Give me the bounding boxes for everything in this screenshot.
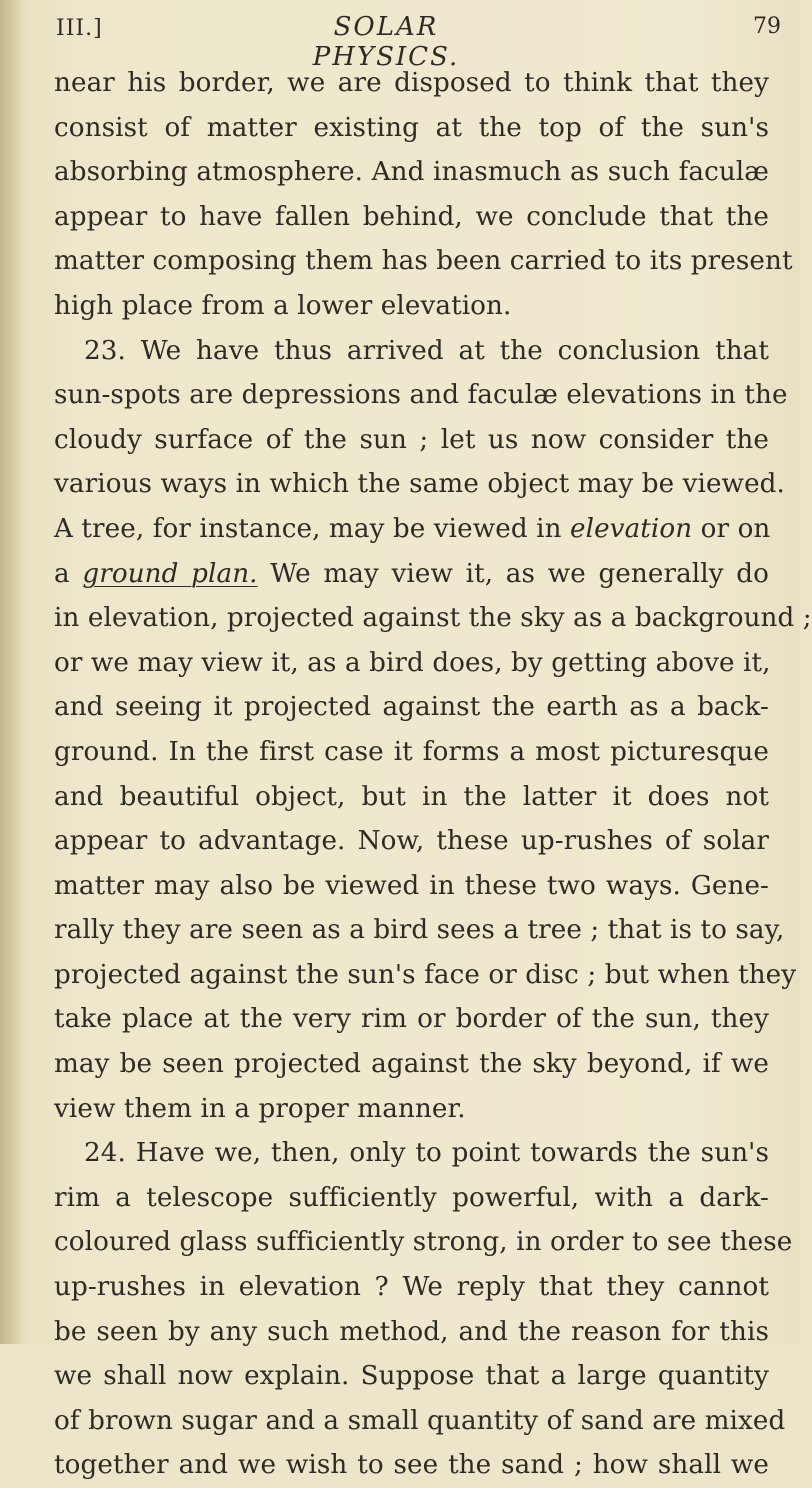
text-line: rim a telescope sufficiently powerful, with a dark- <box>54 1182 769 1213</box>
text-line: matter may also be viewed in these two ways. Gene- <box>54 870 769 901</box>
italic-term-elevation: elevation <box>570 513 693 544</box>
text-line: view them in a proper manner. <box>54 1093 466 1124</box>
chapter-marker: III.] <box>56 16 103 41</box>
italic-term-ground-plan: ground plan. <box>82 558 258 589</box>
page-number: 79 <box>753 14 781 39</box>
text-line: up-rushes in elevation ? We reply that they cannot <box>54 1272 769 1303</box>
text-line-ground-plan <box>54 552 769 597</box>
text-line: and seeing it projected against the earth as a back- <box>54 692 769 723</box>
text-line: we shall now explain. Suppose that a large quantity <box>54 1361 769 1392</box>
text-line: coloured glass sufficiently strong, in order to see these <box>54 1227 793 1258</box>
text-line: be seen by any such method, and the reason for this <box>54 1316 769 1347</box>
text-line: near his border, we are disposed to think that they <box>54 68 769 98</box>
text-line: projected against the sun's face or disc ; but when they <box>54 959 797 990</box>
text-fragment: A tree, for instance, may be viewed in <box>54 513 571 544</box>
text-line: 24. Have we, then, only to point towards the sun's <box>84 1138 769 1169</box>
text-line: rally they are seen as a bird sees a tree ; that is to say, <box>54 915 785 946</box>
text-line: appear to advantage. Now, these up-rushes of solar <box>54 826 769 857</box>
text-line: absorbing atmosphere. And inasmuch as such faculæ <box>54 157 769 188</box>
text-line: appear to have fallen behind, we conclude that the <box>54 201 769 232</box>
gutter-shadow <box>0 0 22 1344</box>
text-line: 23. We have thus arrived at the conclusion that <box>84 335 769 366</box>
text-line: ground. In the first case it forms a most picturesque <box>54 736 769 767</box>
running-title: SOLAR PHYSICS. <box>312 12 460 72</box>
body-text <box>54 61 812 1488</box>
text-fragment: a <box>54 558 83 589</box>
text-line: in elevation, projected against the sky as a background ; <box>54 603 812 634</box>
text-fragment: We may view it, as we generally do <box>257 558 770 589</box>
text-line: sun-spots are depressions and faculæ elevations in the <box>54 380 788 411</box>
text-line: may be seen projected against the sky beyond, if we <box>54 1049 769 1080</box>
text-line: consist of matter existing at the top of the sun's <box>54 112 769 143</box>
text-line: take place at the very rim or border of the sun, they <box>54 1004 769 1035</box>
text-line: of brown sugar and a small quantity of sand are mixed <box>54 1405 786 1436</box>
text-line: high place from a lower elevation. <box>54 290 512 321</box>
text-line: matter composing them has been carried to its present <box>54 246 793 277</box>
text-line: together and we wish to see the sand ; how shall we <box>54 1450 769 1481</box>
text-fragment: or on <box>692 513 771 544</box>
running-header <box>56 12 786 72</box>
text-line: and beautiful object, but in the latter it does not <box>54 781 769 812</box>
text-line: or we may view it, as a bird does, by getting above it, <box>54 647 771 678</box>
text-line: various ways in which the same object may be viewed. <box>54 469 785 500</box>
text-line-elevation <box>54 507 769 552</box>
text-line: cloudy surface of the sun ; let us now consider the <box>54 424 769 455</box>
